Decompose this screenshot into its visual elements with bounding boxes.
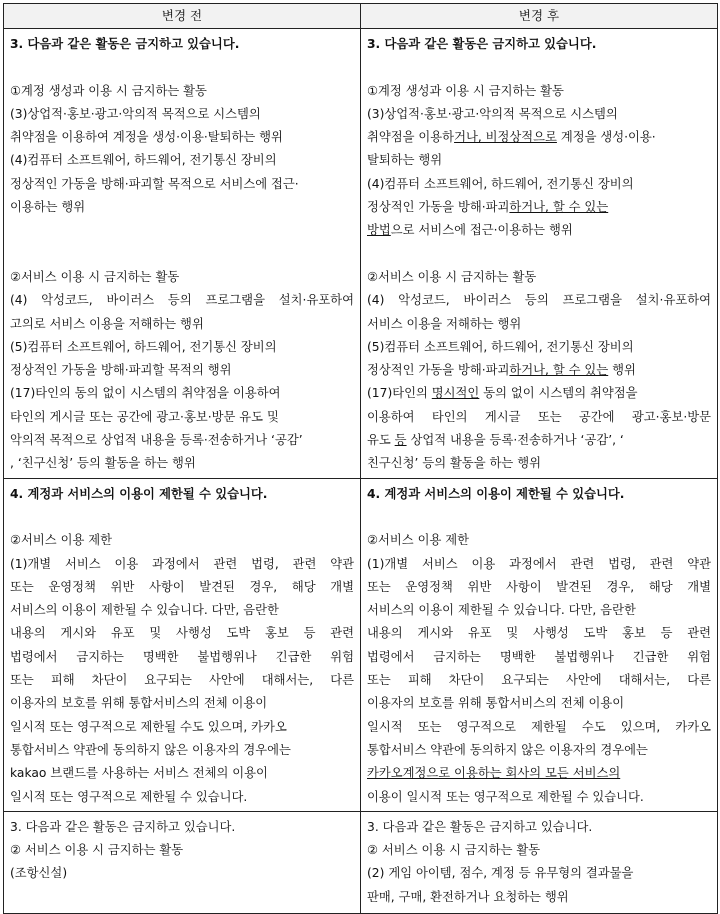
cell-before [4,29,361,479]
text-span: 유도 [367,433,395,448]
row-prohibited-activities [4,29,718,479]
text-span: (17)타인의 [367,386,432,401]
text-line: (5)컴퓨터 소프트웨어, 하드웨어, 전기통신 장비의 [10,339,277,354]
text-line: ② 서비스 이용 시 금지하는 활동 [10,843,184,858]
text-line: ②서비스 이용 시 금지하는 활동 [10,269,180,284]
text-line: 이용하는 행위 [10,200,86,215]
text-line: (2) 게임 아이템, 점수, 계정 등 유무형의 결과물을 [367,866,634,881]
text-line: 악의적 목적으로 상업적 내용을 등록·전송하거나 ‘공감’ [10,433,303,448]
text-line [367,382,711,405]
text-line: 이용이 일시적 또는 영구적으로 제한될 수 있습니다. [367,789,644,804]
text-line: 정상적인 가동을 방해·파괴할 목적의 행위 [10,363,232,378]
header-before: 변경 전 [4,4,361,29]
text-line: (1)개별 서비스 이용 과정에서 관련 법령, 관련 약관 [367,556,711,571]
text-line: (4) 악성코드, 바이러스 등의 프로그램을 설치·유포하여 [10,293,354,308]
text-line: 3. 다음과 같은 활동은 금지하고 있습니다. [367,819,593,834]
text-line [367,126,711,149]
section-heading: 3. 다음과 같은 활동은 금지하고 있습니다. [367,37,597,51]
text-line: (조항신설) [10,866,68,881]
text-line: 서비스의 이용이 제한될 수 있습니다. 다만, 음란한 [367,603,636,618]
text-line: 이용자의 보호를 위해 통합서비스의 전체 이용이 [10,696,268,711]
text-span: 계정을 생성·이용· [556,130,656,145]
changed-text: 등 [394,433,407,448]
text-line: , ‘친구신청’ 등의 활동을 하는 행위 [10,456,196,471]
cell-after [361,811,718,913]
text-span: 정상적인 가동을 방해·파괴 [367,200,510,215]
text-line: ①계정 생성과 이용 시 금지하는 활동 [367,83,564,98]
header-after: 변경 후 [361,4,718,29]
text-line: 법령에서 금지하는 명백한 불법행위나 긴급한 위험 [367,649,711,664]
text-line [367,429,711,452]
cell-before [4,478,361,811]
text-line: 일시적 또는 영구적으로 제한될 수 있습니다. [10,789,248,804]
section-heading: 4. 계정과 서비스의 이용이 제한될 수 있습니다. [10,486,268,501]
text-span: 취약점을 이용하 [367,130,455,145]
cell-after [361,29,718,479]
text-line: 취약점을 이용하여 계정을 생성·이용·탈퇴하는 행위 [10,130,283,145]
text-line: (3)상업적·홍보·광고·악의적 목적으로 시스템의 [10,106,261,121]
row-new-clause [4,811,718,913]
blank-line [10,506,354,529]
text-line: kakao 브랜드를 사용하는 서비스 전체의 이용이 [10,766,268,781]
text-span: 정상적인 가동을 방해·파괴 [367,363,510,378]
text-line: (5)컴퓨터 소프트웨어, 하드웨어, 전기통신 장비의 [367,339,634,354]
header-row [4,4,718,29]
text-line: 또는 피해 차단이 요구되는 사안에 대해서는, 다른 [367,673,711,688]
text-line: 또는 운영정책 위반 사항이 발견된 경우, 해당 개별 [10,579,354,594]
text-line: 통합서비스 약관에 동의하지 않은 이용자의 경우에는 [10,742,291,757]
text-line: 내용의 게시와 유포 및 사행성 도박 홍보 등 관련 [367,626,711,641]
text-line [367,359,711,382]
text-line: 판매, 구매, 환전하거나 요청하는 행위 [367,889,569,904]
text-line: (3)상업적·홍보·광고·악의적 목적으로 시스템의 [367,106,618,121]
text-line: (4) 악성코드, 바이러스 등의 프로그램을 설치·유포하여 [367,293,711,308]
text-line: 이용자의 보호를 위해 통합서비스의 전체 이용이 [367,696,625,711]
blank-line [10,219,354,242]
text-line: 일시적 또는 영구적으로 제한될 수도 있으며, 카카오 [10,719,287,734]
text-line: 3. 다음과 같은 활동은 금지하고 있습니다. [10,819,236,834]
text-line: ②서비스 이용 제한 [367,533,469,548]
text-line: 서비스 이용을 저해하는 행위 [367,316,522,331]
text-line: ②서비스 이용 시 금지하는 활동 [367,269,537,284]
cell-before [4,811,361,913]
text-line [367,219,711,242]
blank-line [367,56,711,79]
blank-line [10,56,354,79]
blank-line [10,243,354,266]
cell-after [361,478,718,811]
text-line: 친구신청’ 등의 활동을 하는 행위 [367,456,541,471]
text-line: ② 서비스 이용 시 금지하는 활동 [367,843,541,858]
changed-text: 방법 [367,223,391,238]
section-heading: 3. 다음과 같은 활동은 금지하고 있습니다. [10,37,240,51]
text-line: 이용하여 타인의 게시글 또는 공간에 광고·홍보·방문 [367,409,711,424]
blank-line [367,506,711,529]
text-span: 행위 [608,363,636,378]
text-line: (17)타인의 동의 없이 시스템의 취약점을 이용하여 [10,386,281,401]
text-line: 고의로 서비스 이용을 저해하는 행위 [10,316,204,331]
text-line: ②서비스 이용 제한 [10,533,112,548]
comparison-table [3,3,718,914]
changed-text: 명시적인 [431,386,480,401]
text-line: 법령에서 금지하는 명백한 불법행위나 긴급한 위험 [10,649,354,664]
changed-text: 하거나, 할 수 있는 [509,200,609,215]
text-line: 또는 피해 차단이 요구되는 사안에 대해서는, 다른 [10,673,354,688]
changed-text: 하거나, 할 수 있는 [509,363,609,378]
changed-text: 카카오계정으로 이용하는 회사의 모든 서비스의 [367,766,621,781]
text-span: 상업적 내용을 등록·전송하거나 ‘공감’, ‘ [406,433,624,448]
section-heading: 4. 계정과 서비스의 이용이 제한될 수 있습니다. [367,486,625,501]
text-line: 서비스의 이용이 제한될 수 있습니다. 다만, 음란한 [10,603,279,618]
text-line: (4)컴퓨터 소프트웨어, 하드웨어, 전기통신 장비의 [367,176,634,191]
text-line: 타인의 게시글 또는 공간에 광고·홍보·방문 유도 및 [10,409,279,424]
text-line: 정상적인 가동을 방해·파괴할 목적으로 서비스에 접근· [10,176,299,191]
text-span: 동의 없이 시스템의 취약점을 [479,386,638,401]
row-service-restriction [4,478,718,811]
text-line: 내용의 게시와 유포 및 사행성 도박 홍보 등 관련 [10,626,354,641]
text-line: (4)컴퓨터 소프트웨어, 하드웨어, 전기통신 장비의 [10,153,277,168]
changed-text: 거나, 비정상적으로 [454,130,557,145]
text-line: 탈퇴하는 행위 [367,153,443,168]
blank-line [367,243,711,266]
text-line: 일시적 또는 영구적으로 제한될 수도 있으며, 카카오 [367,719,711,734]
text-line: 통합서비스 약관에 동의하지 않은 이용자의 경우에는 [367,742,648,757]
text-line [367,762,711,785]
text-line [367,196,711,219]
text-line: (1)개별 서비스 이용 과정에서 관련 법령, 관련 약관 [10,556,354,571]
text-line: ①계정 생성과 이용 시 금지하는 활동 [10,83,207,98]
text-span: 으로 서비스에 접근·이용하는 행위 [390,223,573,238]
text-line: 또는 운영정책 위반 사항이 발견된 경우, 해당 개별 [367,579,711,594]
